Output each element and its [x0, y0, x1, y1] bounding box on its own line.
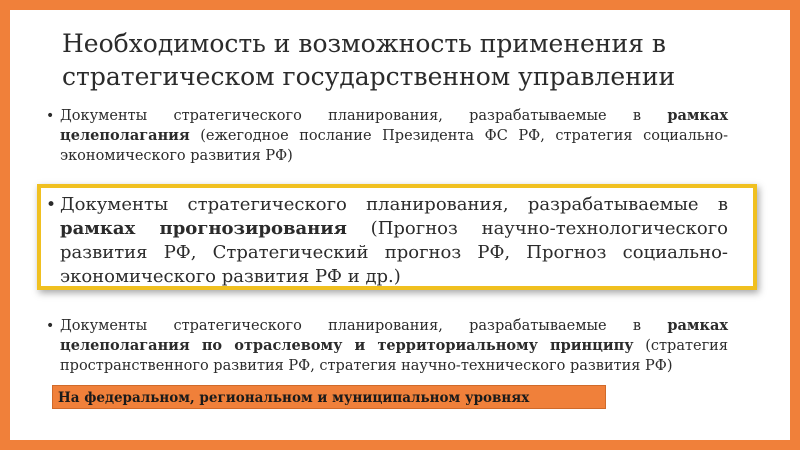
- slide-title: Необходимость и возможность применения в стратегическом государственном управлении: [62, 29, 676, 91]
- slide: [10, 10, 790, 440]
- bullet-text-bold: рамках прогнозирования: [60, 218, 347, 239]
- bullet-item-sectoral-territorial: [46, 316, 728, 376]
- bullet-text-prefix: Документы стратегического планирования, разрабатываемые в: [60, 194, 728, 215]
- bullet-text-suffix: (Прогноз научно-технологического развития РФ, Стратегический прогноз РФ, Прогноз социально-экономического развития РФ и др.): [60, 218, 728, 287]
- bullet-text-prefix: Документы стратегического планирования, разрабатываемые в: [60, 318, 668, 334]
- levels-note: На федеральном, региональном и муниципальном уровнях: [52, 385, 606, 409]
- bullet-text-bold: рамках целеполагания: [60, 107, 728, 144]
- bullet-text: [46, 316, 728, 376]
- bullet-marker: •: [46, 108, 55, 124]
- bullet-marker: •: [46, 195, 57, 215]
- bullet-item-goal-setting: [46, 106, 728, 166]
- bullet-text: [46, 193, 728, 289]
- bullet-item-forecasting: [46, 193, 728, 289]
- bullet-text-suffix: (стратегия пространственного развития РФ, стратегия научно-технического развития РФ): [60, 338, 728, 374]
- bullet-text-bold: рамках целеполагания по отраслевому и территориальному принципу: [60, 317, 728, 354]
- bullet-text-suffix: (ежегодное послание Президента ФС РФ, стратегия социально-экономического развития РФ): [60, 128, 728, 164]
- bullet-marker: •: [46, 318, 55, 334]
- bullet-text: [46, 106, 728, 166]
- bullet-text-prefix: Документы стратегического планирования, разрабатываемые в: [60, 108, 668, 124]
